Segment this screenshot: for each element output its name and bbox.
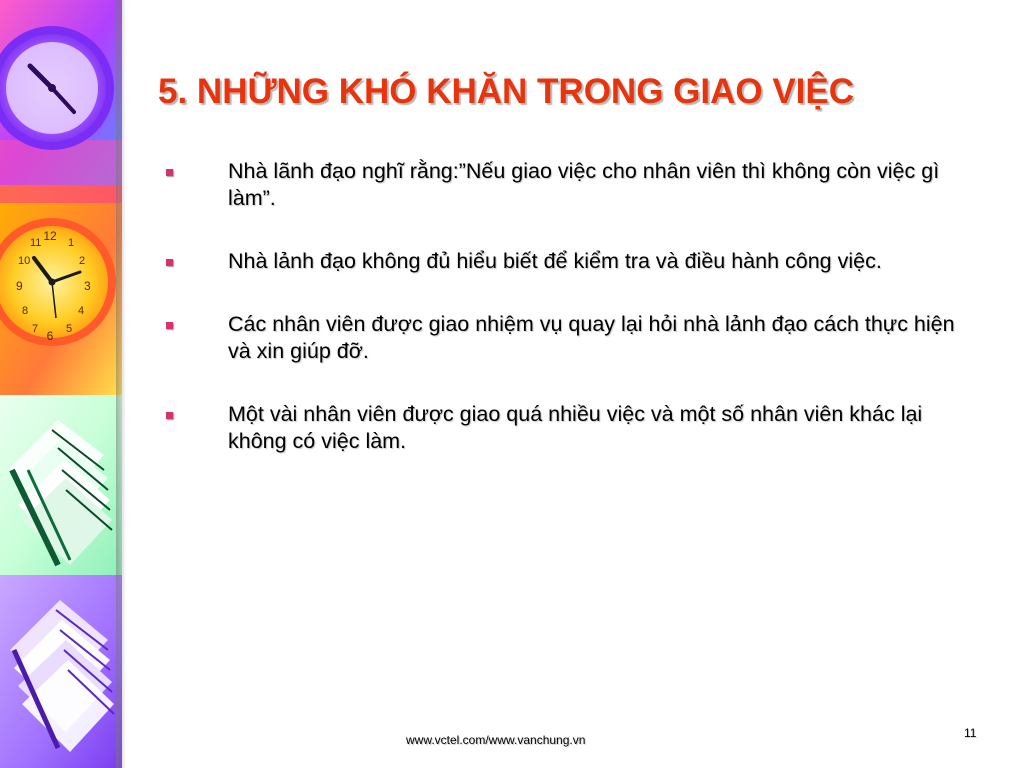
square-bullet-icon: [166, 322, 173, 329]
svg-text:4: 4: [78, 305, 85, 317]
square-bullet-icon: [166, 169, 173, 176]
svg-text:6: 6: [46, 329, 54, 343]
svg-text:9: 9: [16, 279, 23, 293]
bullet-text: Nhà lãnh đạo nghĩ rằng:”Nếu giao việc cho nhân viên thì không còn việc gì làm”.: [228, 159, 940, 210]
orange-clock-image: [0, 185, 122, 395]
svg-text:1: 1: [68, 237, 75, 249]
svg-text:11: 11: [30, 237, 42, 249]
svg-text:10: 10: [18, 255, 31, 267]
svg-text:5: 5: [66, 323, 73, 335]
strip-shadow: [116, 0, 126, 768]
bullet-text: Nhà lảnh đạo không đủ hiểu biết để kiểm tra và điều hành công việc.: [228, 249, 882, 273]
svg-text:2: 2: [79, 255, 86, 267]
footer-url: www.vctel.com/www.vanchung.vn: [406, 733, 586, 747]
bullet-item: [160, 401, 970, 455]
svg-text:3: 3: [84, 279, 91, 293]
slide-title: 5. NHỮNG KHÓ KHĂN TRONG GIAO VIỆC: [158, 72, 855, 111]
bullet-item: [160, 311, 970, 365]
bullet-list: [160, 158, 970, 491]
bullet-item: [160, 248, 970, 275]
square-bullet-icon: [166, 412, 173, 419]
bullet-item: [160, 158, 970, 212]
green-books-image: [0, 395, 122, 575]
square-bullet-icon: [166, 259, 173, 266]
page-number: 11: [964, 726, 977, 740]
purple-books-image: [0, 575, 122, 768]
svg-text:12: 12: [43, 229, 57, 243]
bullet-text: Một vài nhân viên được giao quá nhiều việc và một số nhân viên khác lại không có việc làm.: [228, 402, 923, 453]
purple-clock-image: [0, 0, 122, 185]
svg-text:7: 7: [32, 323, 39, 335]
decorative-image-strip: [0, 0, 122, 768]
svg-text:8: 8: [22, 305, 29, 317]
bullet-text: Các nhân viên được giao nhiệm vụ quay lại hỏi nhà lảnh đạo cách thực hiện và xin giúp đỡ.: [228, 312, 955, 363]
